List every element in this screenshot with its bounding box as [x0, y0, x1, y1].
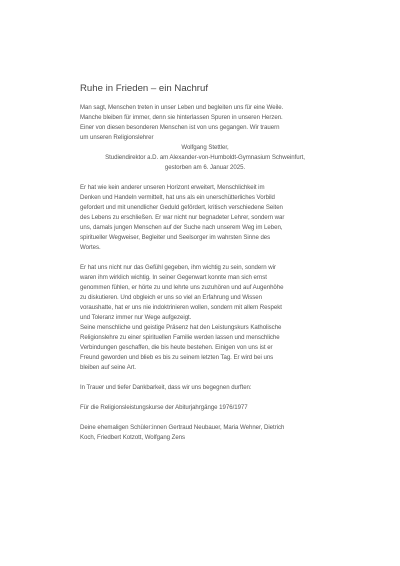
text-line: Manche bleiben für immer, denn sie hinterlassen Spuren in unseren Herzen.	[80, 114, 283, 121]
paragraph-horizon	[80, 183, 330, 253]
text-line: Deine ehemaligen Schüler:innen Gertraud Neubauer, Maria Wehner, Dietrich	[80, 424, 285, 431]
text-line: des Lebens zu erschließen. Er war nicht nur begnadeter Lehrer, sondern war	[80, 214, 285, 221]
text-line: spiritueller Wegweiser, Begleiter und Seelsorger im wahrsten Sinne des	[80, 234, 271, 241]
person-details	[80, 143, 330, 173]
text-line: In Trauer und tiefer Dankbarkeit, dass wir uns begegnen durften:	[80, 384, 252, 391]
text-line: zu diskutieren. Und obgleich er uns so viel an Erfahrung und Wissen	[80, 294, 262, 301]
person-title: Studiendirektor a.D. am Alexander-von-Humboldt-Gymnasium Schweinfurt,	[105, 154, 305, 161]
text-line: Für die Religionsleistungskurse der Abiturjahrgänge 1976/1977	[80, 404, 248, 411]
text-line: Er hat wie kein anderer unseren Horizont erweitert, Menschlichkeit im	[80, 184, 265, 191]
text-line: Man sagt, Menschen treten in unser Leben und begleiten uns für eine Weile.	[80, 104, 284, 111]
person-death-date: gestorben am 6. Januar 2025.	[164, 164, 246, 171]
text-line: Seine menschliche und geistige Präsenz hat den Leistungskurs Katholische	[80, 324, 282, 331]
text-line: Verbindungen geschaffen, die bis heute bestehen. Einigen von uns ist er	[80, 344, 273, 351]
closing-line	[80, 383, 330, 393]
text-line: Freund geworden und blieb es bis zu seinem letzten Tag. Er wird bei uns	[80, 354, 274, 361]
person-name: Wolfgang Stettler,	[181, 144, 229, 151]
signers	[80, 423, 330, 443]
text-line: waren ihm wirklich wichtig. In seiner Gegenwart konnte man sich ernst	[80, 274, 267, 281]
text-line: Koch, Friedbert Kotzott, Wolfgang Zens	[80, 434, 186, 441]
text-line: und Toleranz immer nur Wege aufgezeigt.	[80, 314, 192, 321]
text-line: Denken und Handeln vermittelt, hat uns als ein unerschütterliches Vorbild	[80, 194, 275, 201]
text-line: Er hat uns nicht nur das Gefühl gegeben, ihm wichtig zu sein, sondern wir	[80, 264, 276, 271]
obituary-text	[80, 83, 330, 453]
page-title: Ruhe in Frieden – ein Nachruf	[80, 83, 208, 94]
text-line: uns, damals jungen Menschen auf der Suche nach unserem Weg im Leben,	[80, 224, 283, 231]
text-line: Einer von diesen besonderen Menschen ist von uns gegangen. Wir trauern	[80, 124, 280, 131]
text-line: voraushatte, hat er uns nie indoktrinieren wollen, sondern mit allem Respekt	[80, 304, 282, 311]
intro-paragraph	[80, 103, 330, 143]
text-line: um unseren Religionslehrer	[80, 134, 154, 141]
text-line: gefordert und mit unendlicher Geduld gefördert, kritisch verschiedene Seiten	[80, 204, 283, 211]
text-line: Wortes.	[80, 244, 101, 251]
dedication-line	[80, 403, 330, 413]
paragraph-importance	[80, 263, 330, 373]
text-line: bleiben auf seine Art.	[80, 364, 137, 371]
text-line: genommen fühlen, er hörte zu und lehrte uns zuzuhören und auf Augenhöhe	[80, 284, 284, 291]
text-line: Religionslehre zu einer spirituellen Familie werden lassen und menschliche	[80, 334, 280, 341]
